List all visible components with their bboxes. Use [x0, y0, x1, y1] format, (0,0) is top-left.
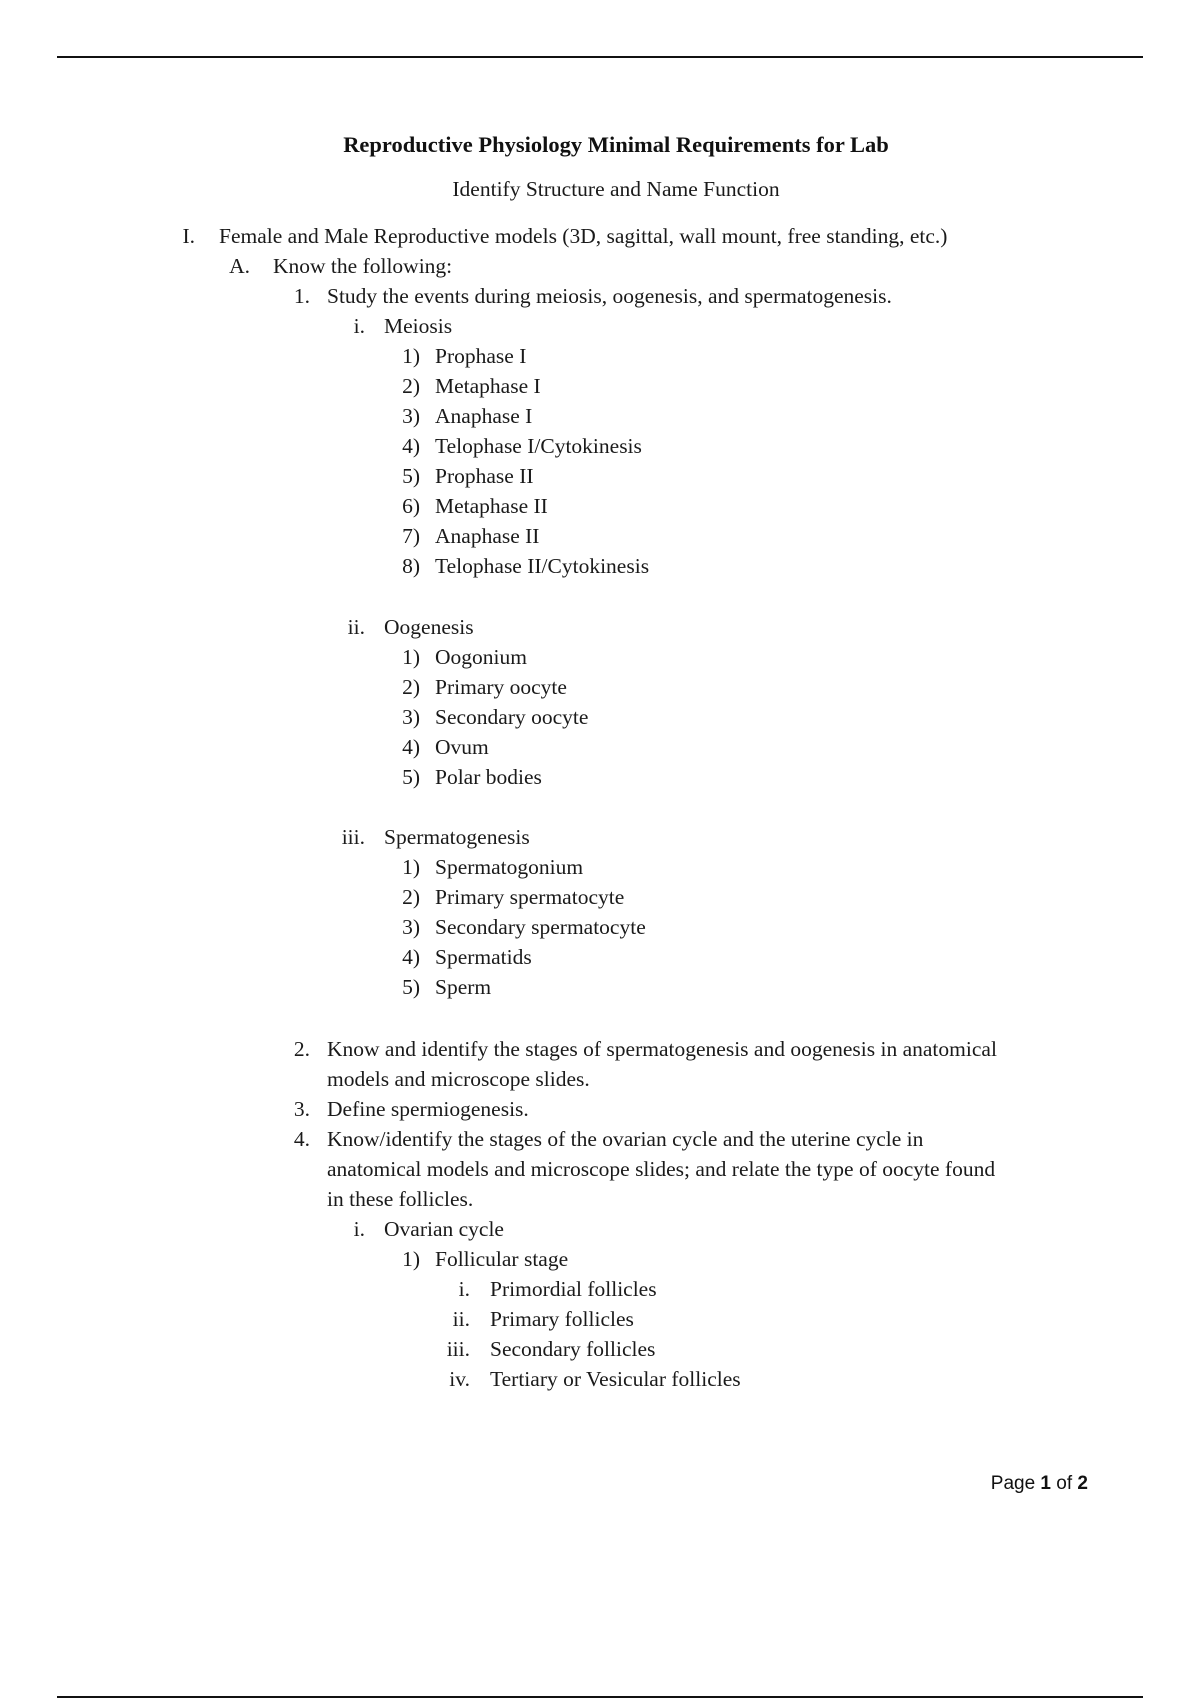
list-text: Ovum: [435, 735, 489, 759]
of-word: of: [1056, 1473, 1073, 1494]
list-marker: 1): [402, 344, 420, 368]
list-text: Meiosis: [384, 314, 453, 338]
page-total: 2: [1077, 1473, 1088, 1494]
list-text: Primordial follicles: [490, 1277, 657, 1301]
list-text: Primary spermatocyte: [435, 885, 625, 909]
list-marker: 4): [402, 434, 420, 458]
list-text: Ovarian cycle: [384, 1217, 504, 1241]
list-marker: 3): [402, 915, 420, 939]
list-text-continued: anatomical models and microscope slides; and relate the type of oocyte found: [327, 1157, 996, 1181]
list-text: Secondary oocyte: [435, 705, 589, 729]
list-marker: ii.: [452, 1307, 470, 1331]
list-text: Spermatids: [435, 945, 532, 969]
list-text: Telophase I/Cytokinesis: [435, 434, 642, 458]
list-marker: 2.: [293, 1037, 310, 1061]
list-marker: iii.: [446, 1337, 470, 1361]
list-marker: 5): [402, 975, 420, 999]
document-title: Reproductive Physiology Minimal Requirements for Lab: [343, 132, 889, 157]
list-text: Oogenesis: [384, 615, 474, 639]
list-text: Oogonium: [435, 645, 527, 669]
list-text: Polar bodies: [435, 765, 542, 789]
list-text: Secondary follicles: [490, 1337, 656, 1361]
list-text: Primary oocyte: [435, 675, 567, 699]
list-text: Metaphase I: [435, 374, 541, 398]
page-word: Page: [990, 1473, 1036, 1494]
page-current: 1: [1040, 1473, 1051, 1494]
list-marker: 3.: [293, 1097, 310, 1121]
list-text: Sperm: [435, 975, 492, 999]
list-marker: 1.: [293, 284, 310, 308]
list-marker: 4): [402, 735, 420, 759]
list-text: Anaphase II: [435, 524, 540, 548]
list-text: Know the following:: [273, 254, 453, 278]
bottom-rule: [57, 1696, 1143, 1698]
list-marker: 2): [402, 675, 420, 699]
list-text: Prophase II: [435, 464, 534, 488]
list-marker: 1): [402, 855, 420, 879]
list-marker: 4.: [293, 1127, 310, 1151]
list-marker: A.: [229, 254, 250, 278]
list-text-continued: in these follicles.: [327, 1187, 474, 1211]
list-text: Spermatogonium: [435, 855, 584, 879]
list-marker: iii.: [341, 825, 365, 849]
list-text: Metaphase II: [435, 494, 548, 518]
list-marker: 8): [402, 554, 420, 578]
list-marker: i.: [353, 1217, 365, 1241]
list-marker: 1): [402, 1247, 420, 1271]
list-marker: 1): [402, 645, 420, 669]
list-marker: 2): [402, 885, 420, 909]
list-text: Study the events during meiosis, oogenesis, and spermatogenesis.: [327, 284, 892, 308]
list-text: Primary follicles: [490, 1307, 634, 1331]
list-text: Secondary spermatocyte: [435, 915, 646, 939]
list-text: Know and identify the stages of spermatogenesis and oogenesis in anatomical: [327, 1037, 997, 1061]
list-text: Tertiary or Vesicular follicles: [490, 1367, 741, 1391]
list-text: Follicular stage: [435, 1247, 569, 1271]
list-marker: I.: [182, 224, 195, 248]
list-marker: 6): [402, 494, 420, 518]
document-subtitle: Identify Structure and Name Function: [452, 177, 780, 201]
list-text: Female and Male Reproductive models (3D, sagittal, wall mount, free standing, etc.): [219, 224, 948, 248]
list-marker: i.: [458, 1277, 470, 1301]
list-text: Define spermiogenesis.: [327, 1097, 529, 1121]
top-rule: [57, 56, 1143, 58]
list-marker: 3): [402, 705, 420, 729]
list-marker: iv.: [449, 1367, 470, 1391]
list-text: Spermatogenesis: [384, 825, 530, 849]
list-marker: 7): [402, 524, 420, 548]
list-text-continued: models and microscope slides.: [327, 1067, 590, 1091]
list-marker: i.: [353, 314, 365, 338]
list-text: Prophase I: [435, 344, 527, 368]
list-text: Telophase II/Cytokinesis: [435, 554, 650, 578]
list-marker: 5): [402, 464, 420, 488]
page-number: [980, 1473, 1088, 1495]
list-text: Anaphase I: [435, 404, 533, 428]
list-marker: 4): [402, 945, 420, 969]
list-marker: ii.: [347, 615, 365, 639]
list-marker: 3): [402, 404, 420, 428]
list-text: Know/identify the stages of the ovarian cycle and the uterine cycle in: [327, 1127, 924, 1151]
list-marker: 5): [402, 765, 420, 789]
list-marker: 2): [402, 374, 420, 398]
